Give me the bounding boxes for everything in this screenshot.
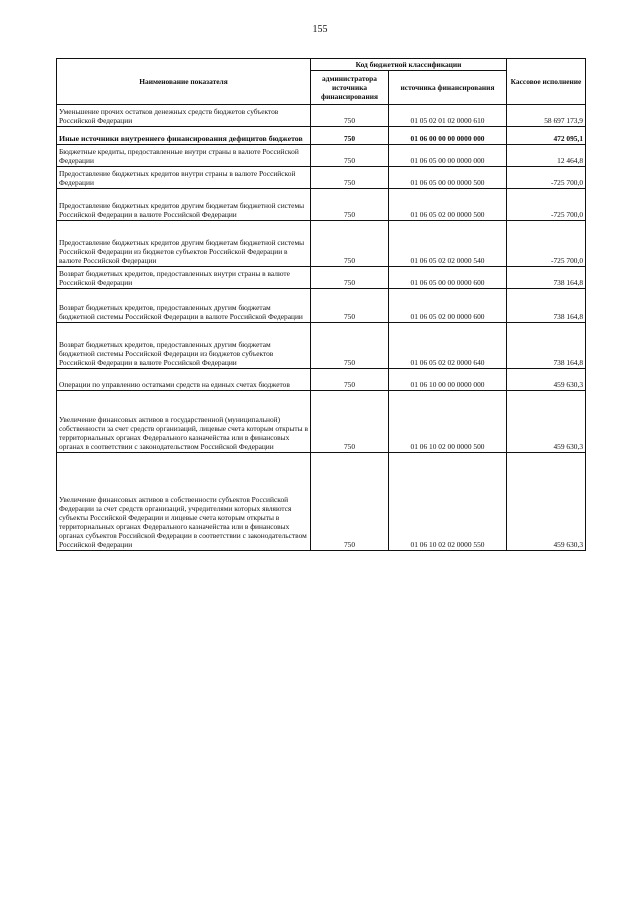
row-amount-cell: -725 700,0 (507, 167, 586, 189)
table-row (57, 127, 586, 145)
row-name-cell: Операции по управлению остатками средств на единых счетах бюджетов (57, 369, 311, 391)
table-row (57, 221, 586, 267)
table-row (57, 323, 586, 369)
row-source-code-cell: 01 06 05 02 02 0000 640 (389, 323, 507, 369)
row-name-cell: Возврат бюджетных кредитов, предоставленных другим бюджетам бюджетной системы Российской Федерации из бюджетов субъектов Российской Федерации в валюте Российской Федерации (57, 323, 311, 369)
row-amount-cell: 58 697 173,9 (507, 105, 586, 127)
row-admin-code-cell: 750 (311, 189, 389, 221)
budget-table (56, 58, 586, 551)
table-row (57, 453, 586, 551)
row-source-code-cell: 01 06 10 00 00 0000 000 (389, 369, 507, 391)
table-row (57, 391, 586, 453)
row-amount-cell: -725 700,0 (507, 189, 586, 221)
row-name-cell: Увеличение финансовых активов в собственности субъектов Российской Федерации за счет средств организаций, учредителями которых являются субъекты Российской Федерации и лицевые счета которым открыты в территориальных органах Федерального казначейства или в финансовых органах субъектов Российской Федерации в соответствии с законодательством Российской Федерации (57, 453, 311, 551)
row-amount-cell: 12 464,8 (507, 145, 586, 167)
row-name-cell: Увеличение финансовых активов в государственной (муниципальной) собственности за счет средств организаций, лицевые счета которым открыты в территориальных органах Федерального казначейства или в финансовых органах в соответствии с законодательством Российской Федерации (57, 391, 311, 453)
header-admin: администратора источника финансирования (311, 71, 389, 105)
row-source-code-cell: 01 06 10 02 00 0000 500 (389, 391, 507, 453)
row-name-cell: Уменьшение прочих остатков денежных средств бюджетов субъектов Российской Федерации (57, 105, 311, 127)
table-row (57, 167, 586, 189)
row-amount-cell: 459 630,3 (507, 391, 586, 453)
row-source-code-cell: 01 06 05 02 02 0000 540 (389, 221, 507, 267)
row-admin-code-cell: 750 (311, 369, 389, 391)
row-name-cell: Предоставление бюджетных кредитов внутри страны в валюте Российской Федерации (57, 167, 311, 189)
row-admin-code-cell: 750 (311, 323, 389, 369)
row-source-code-cell: 01 06 05 02 00 0000 600 (389, 289, 507, 323)
row-source-code-cell: 01 06 05 00 00 0000 000 (389, 145, 507, 167)
table-row (57, 145, 586, 167)
table-header (57, 59, 586, 105)
table-row (57, 105, 586, 127)
row-amount-cell: 472 095,1 (507, 127, 586, 145)
row-source-code-cell: 01 05 02 01 02 0000 610 (389, 105, 507, 127)
table-row (57, 189, 586, 221)
row-amount-cell: 738 164,8 (507, 323, 586, 369)
table-row (57, 289, 586, 323)
row-source-code-cell: 01 06 05 00 00 0000 500 (389, 167, 507, 189)
row-name-cell: Предоставление бюджетных кредитов другим бюджетам бюджетной системы Российской Федерации в валюте Российской Федерации (57, 189, 311, 221)
row-source-code-cell: 01 06 10 02 02 0000 550 (389, 453, 507, 551)
row-source-code-cell: 01 06 05 00 00 0000 600 (389, 267, 507, 289)
row-admin-code-cell: 750 (311, 267, 389, 289)
row-admin-code-cell: 750 (311, 289, 389, 323)
row-admin-code-cell: 750 (311, 105, 389, 127)
row-name-cell: Бюджетные кредиты, предоставленные внутри страны в валюте Российской Федерации (57, 145, 311, 167)
table-row (57, 267, 586, 289)
table-body (57, 105, 586, 551)
row-admin-code-cell: 750 (311, 221, 389, 267)
row-amount-cell: 738 164,8 (507, 267, 586, 289)
table-row (57, 369, 586, 391)
row-source-code-cell: 01 06 00 00 00 0000 000 (389, 127, 507, 145)
row-admin-code-cell: 750 (311, 391, 389, 453)
row-name-cell: Предоставление бюджетных кредитов другим бюджетам бюджетной системы Российской Федерации из бюджетов субъектов Российской Федерации в валюте Российской Федерации (57, 221, 311, 267)
row-name-cell: Иные источники внутреннего финансирования дефицитов бюджетов (57, 127, 311, 145)
header-code-group: Код бюджетной классификации (311, 59, 507, 71)
row-admin-code-cell: 750 (311, 453, 389, 551)
row-admin-code-cell: 750 (311, 145, 389, 167)
row-name-cell: Возврат бюджетных кредитов, предоставленных внутри страны в валюте Российской Федерации (57, 267, 311, 289)
row-amount-cell: 738 164,8 (507, 289, 586, 323)
header-name: Наименование показателя (57, 59, 311, 105)
row-admin-code-cell: 750 (311, 127, 389, 145)
row-name-cell: Возврат бюджетных кредитов, предоставленных другим бюджетам бюджетной системы Российской Федерации в валюте Российской Федерации (57, 289, 311, 323)
row-source-code-cell: 01 06 05 02 00 0000 500 (389, 189, 507, 221)
header-source: источника финансирования (389, 71, 507, 105)
page-number: 155 (312, 24, 328, 35)
row-amount-cell: 459 630,3 (507, 453, 586, 551)
row-amount-cell: 459 630,3 (507, 369, 586, 391)
row-amount-cell: -725 700,0 (507, 221, 586, 267)
header-execution: Кассовое исполнение (507, 59, 586, 105)
row-admin-code-cell: 750 (311, 167, 389, 189)
